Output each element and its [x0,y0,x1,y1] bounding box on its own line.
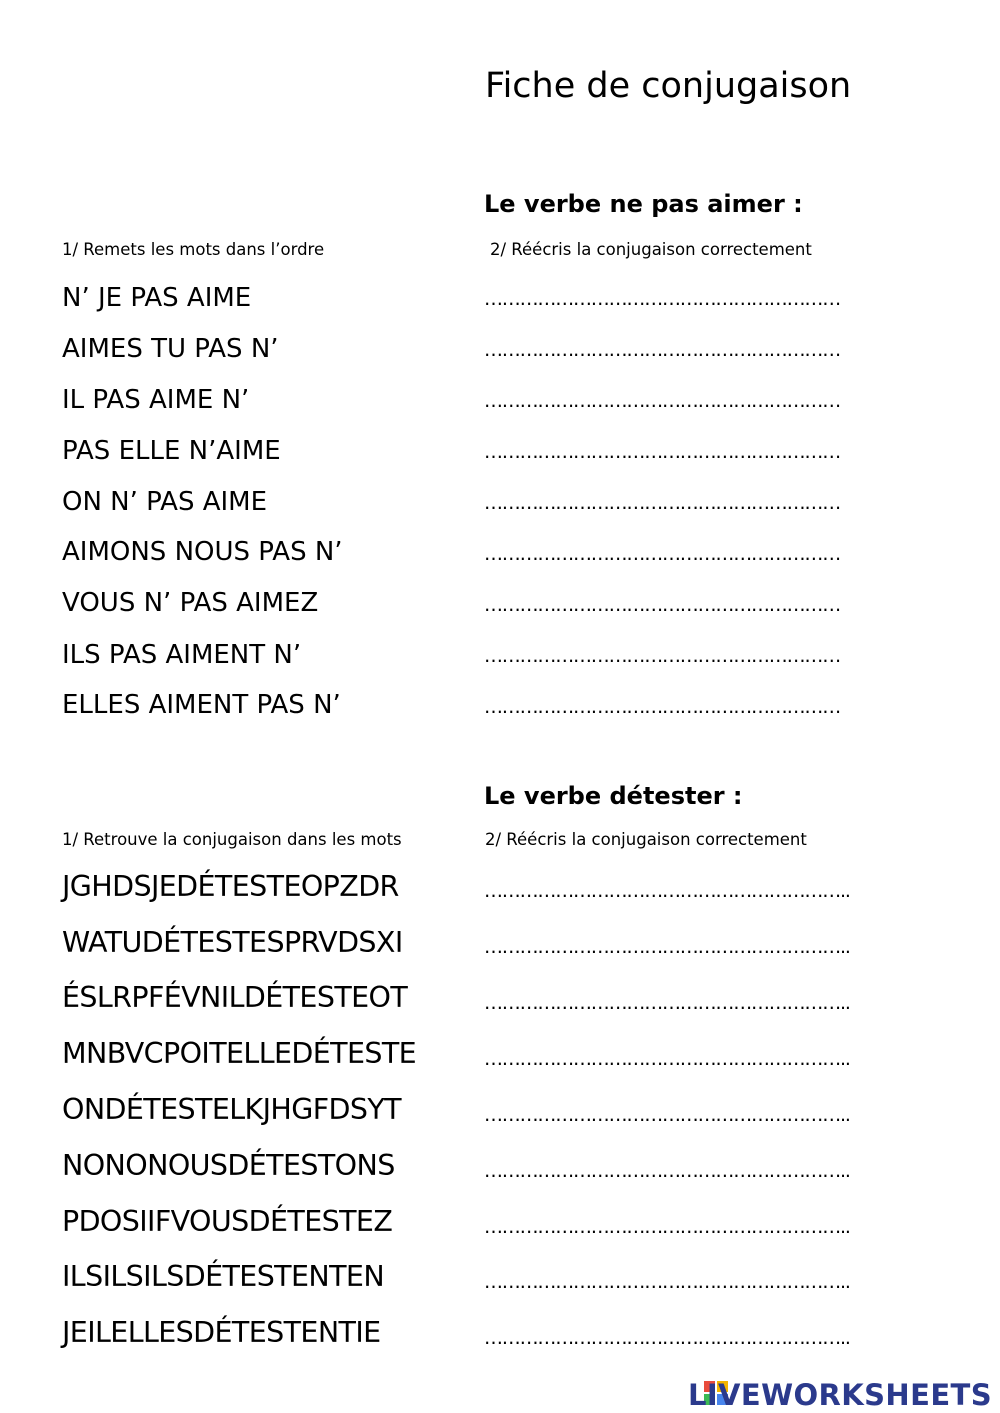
liveworksheets-logo: LIVEWORKSHEETS [687,1378,992,1412]
section2-instruction-left: 1/ Retrouve la conjugaison dans les mots [62,830,402,849]
section1-scrambled-8: ILS PAS AIMENT N’ [62,640,302,670]
section1-scrambled-1: N’ JE PAS AIME [62,283,252,313]
section2-letter-string-9: JEILELLESDÉTESTENTIE [62,1316,381,1349]
section1-scrambled-6: AIMONS NOUS PAS N’ [62,537,343,567]
section1-instruction-left: 1/ Remets les mots dans l’ordre [62,240,325,259]
section1-scrambled-7: VOUS N’ PAS AIMEZ [62,588,319,618]
section1-answer-line-9[interactable]: …………………………………………………… [484,696,841,718]
section1-instruction-right: 2/ Réécris la conjugaison correctement [490,240,812,259]
section2-letter-string-2: WATUDÉTESTESPRVDSXI [62,926,403,959]
section2-letter-string-7: PDOSIIFVOUSDÉTESTEZ [62,1205,393,1238]
section1-scrambled-5: ON N’ PAS AIME [62,487,268,517]
page-title: Fiche de conjugaison [485,66,852,106]
section1-scrambled-9: ELLES AIMENT PAS N’ [62,690,341,720]
section2-answer-line-7[interactable]: …………………………………………………….. [484,1216,850,1238]
section1-answer-line-7[interactable]: …………………………………………………… [484,594,841,616]
section1-answer-line-5[interactable]: …………………………………………………… [484,492,841,514]
section2-heading: Le verbe détester : [484,782,743,810]
section2-answer-line-9[interactable]: …………………………………………………….. [484,1327,850,1349]
section1-answer-line-2[interactable]: …………………………………………………… [484,339,841,361]
section1-answer-line-1[interactable]: …………………………………………………… [484,288,841,310]
section1-answer-line-6[interactable]: …………………………………………………… [484,543,841,565]
section1-heading: Le verbe ne pas aimer : [484,190,803,218]
section2-letter-string-8: ILSILSILSDÉTESTENTEN [62,1260,385,1293]
section2-letter-string-5: ONDÉTESTELKJHGFDSYT [62,1093,401,1126]
section1-scrambled-4: PAS ELLE N’AIME [62,436,281,466]
section1-scrambled-2: AIMES TU PAS N’ [62,334,279,364]
section2-answer-line-6[interactable]: …………………………………………………….. [484,1160,850,1182]
section2-letter-string-1: JGHDSJEDÉTESTEOPZDR [62,870,399,903]
section2-answer-line-3[interactable]: …………………………………………………….. [484,992,850,1014]
section1-answer-line-4[interactable]: …………………………………………………… [484,441,841,463]
section1-answer-line-3[interactable]: …………………………………………………… [484,390,841,412]
section2-letter-string-4: MNBVCPOITELLEDÉTESTE [62,1037,417,1070]
section2-letter-string-3: ÉSLRPFÉVNILDÉTESTEOT [62,981,408,1014]
section1-answer-line-8[interactable]: …………………………………………………… [484,645,841,667]
section2-answer-line-1[interactable]: …………………………………………………….. [484,880,850,902]
section2-instruction-right: 2/ Réécris la conjugaison correctement [485,830,807,849]
section2-letter-string-6: NONONOUSDÉTESTONS [62,1149,395,1182]
section1-scrambled-3: IL PAS AIME N’ [62,385,250,415]
section2-answer-line-4[interactable]: …………………………………………………….. [484,1048,850,1070]
section2-answer-line-8[interactable]: …………………………………………………….. [484,1271,850,1293]
section2-answer-line-2[interactable]: …………………………………………………….. [484,936,850,958]
section2-answer-line-5[interactable]: …………………………………………………….. [484,1104,850,1126]
